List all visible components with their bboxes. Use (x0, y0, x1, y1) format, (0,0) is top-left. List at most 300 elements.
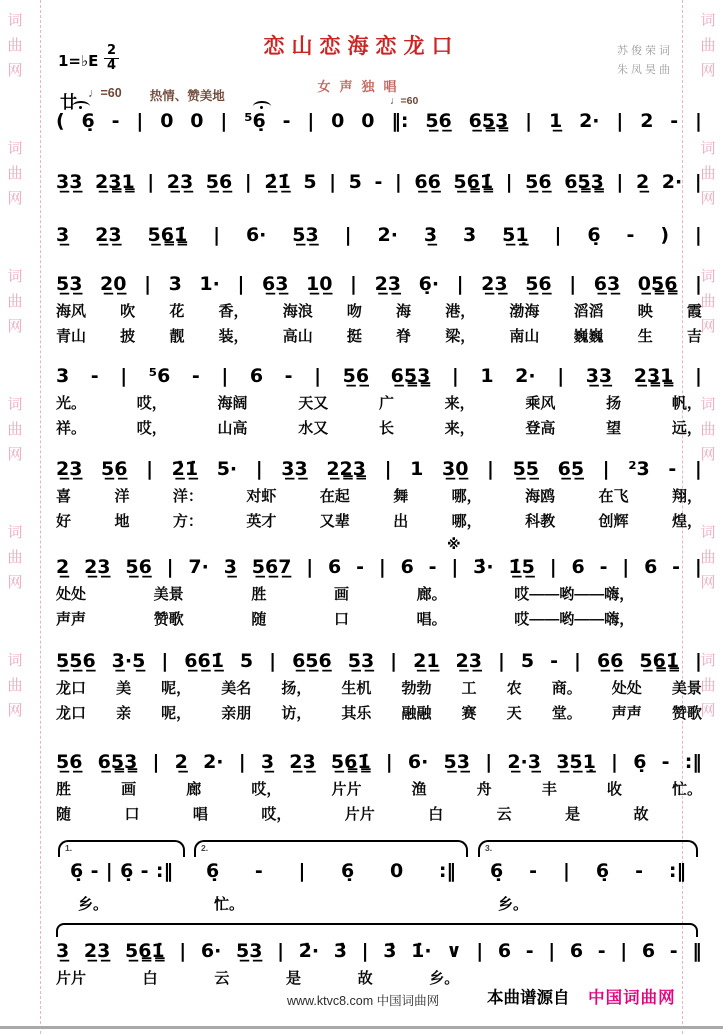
lyric-word: 处处 (56, 586, 87, 603)
notes-row (56, 648, 702, 674)
lyrics-verse-2 (56, 327, 702, 347)
lyric-word: 白 (428, 806, 444, 823)
note-token: 5· (216, 458, 238, 480)
lyric-word: 舟 (476, 781, 492, 798)
note-token: 5̲6̲ (342, 365, 370, 387)
note-token: | (695, 273, 702, 295)
lyric-word: 哎， (261, 806, 292, 823)
note-token: | (307, 110, 315, 132)
note-token: | (166, 556, 174, 578)
note-token: | (238, 751, 246, 773)
note-token: - (140, 860, 149, 882)
note-token: 6· (200, 940, 222, 962)
note-token: ∨ (446, 940, 462, 962)
lyric-word: 片片 (331, 781, 362, 798)
segno-icon: ※ (447, 537, 461, 553)
lyric-word: 好 (56, 513, 72, 530)
lyric-word: 哎， (136, 420, 167, 437)
note-token: | (563, 860, 570, 882)
lyric-word: 工 (461, 680, 477, 697)
lyric-word: 农 (506, 680, 522, 697)
watermark-character: 曲 (7, 37, 23, 54)
tempo-marking: ♩=60 (88, 86, 122, 100)
notes-row (194, 858, 468, 884)
note-token: 1̲̇5̲ (508, 556, 535, 578)
note-token: | (569, 273, 577, 295)
note-token: | (485, 751, 493, 773)
meter-denominator: 4 (107, 58, 117, 74)
note-token: 5̲3̲ (292, 224, 319, 246)
lyrics-verse-2 (56, 512, 702, 532)
note-token: | (622, 556, 630, 578)
lyrics-verse-1 (56, 780, 702, 800)
watermark-character: 词 (700, 652, 716, 669)
lyrics-verse-1 (56, 585, 702, 605)
note-token: - (282, 110, 291, 132)
lyric-word: 口 (124, 806, 140, 823)
watermark-character: 网 (700, 574, 716, 591)
notes-row (56, 271, 702, 297)
note-token: 6 (328, 556, 342, 578)
note-token: 6̲5̳3̳ (97, 751, 138, 773)
note-token: | (244, 171, 252, 193)
lyric-word: 又辈 (319, 513, 350, 530)
watermark-character: 词 (7, 268, 23, 285)
note-token: | (298, 860, 306, 882)
lyric-word: 片片 (344, 806, 375, 823)
source-attribution (487, 984, 676, 1008)
note-token: | (390, 650, 398, 672)
note-token: | (378, 556, 386, 578)
lyric-word: 对虾 (246, 488, 277, 505)
note-token: ) (660, 224, 669, 246)
lyric-word: 其乐 (341, 705, 372, 722)
music-system-8 (56, 648, 702, 724)
note-token: 0 (190, 110, 204, 132)
lyric-word: 英才 (246, 513, 277, 530)
lyric-word: 处处 (611, 680, 642, 697)
lyric-word: 映 (637, 303, 653, 320)
note-token: | (497, 650, 505, 672)
note-token: 5̲6̳1̳̇ (639, 650, 680, 672)
note-token: | (476, 940, 484, 962)
note-token: ⁵6̣ (244, 110, 266, 132)
note-token: - (529, 860, 538, 882)
note-token: 2̲3̳1̳ (633, 365, 674, 387)
watermark-character: 曲 (700, 677, 716, 694)
lyric-word: 赞歌 (671, 705, 702, 722)
note-token: 2· (661, 171, 683, 193)
notes-row (58, 858, 185, 884)
note-token: 3 (168, 273, 182, 295)
lyric-word: 海浪 (282, 303, 313, 320)
ending-box-3 (478, 840, 698, 914)
watermark-character: 曲 (7, 677, 23, 694)
note-token: 2̲̇1̲̇ (264, 171, 291, 193)
note-token: 5̲6̲ (525, 273, 552, 295)
margin-mark: 廿 (60, 93, 77, 112)
note-token: 2̲̇1̲̇ (171, 458, 199, 480)
lyric-word: 乡。 (498, 896, 529, 913)
watermark-character: 网 (7, 190, 23, 207)
note-token: | (616, 110, 624, 132)
lyric-word: 扬 (606, 395, 622, 412)
lyric-word: 吉 (686, 328, 702, 345)
watermark-character: 网 (7, 446, 23, 463)
lyric-word: 哎——哟——嗨， (514, 586, 635, 603)
note-token: ²3 (628, 458, 650, 480)
note-token: 7· (188, 556, 209, 578)
lyric-word: 装， (218, 328, 249, 345)
left-watermark-column (4, 8, 26, 1026)
note-token: 3̇ (383, 940, 397, 962)
lyric-word: 海 (396, 303, 412, 320)
note-token: | (329, 171, 337, 193)
note-token: 5 (239, 650, 254, 672)
lyric-word: 忙。 (214, 896, 245, 913)
note-token: 3̇· (473, 556, 494, 578)
note-token: | (695, 650, 702, 672)
lyric-word: 海阔 (217, 395, 248, 412)
lyric-word: 创辉 (598, 513, 629, 530)
note-token: 2̲3̲ (289, 751, 316, 773)
note-token: 6̣ (595, 860, 610, 882)
note-token: | (147, 171, 155, 193)
note-token: | (179, 940, 187, 962)
music-system-9 (56, 749, 702, 825)
watermark-character: 词 (700, 396, 716, 413)
lyric-word: 故 (357, 970, 373, 987)
lyric-word: 挺 (346, 328, 362, 345)
volta-bracket (58, 840, 185, 857)
note-token: 2̲·3̲ (507, 751, 541, 773)
note-token: 1̇· (411, 940, 432, 962)
note-token: 5 (303, 171, 317, 193)
watermark-character: 网 (7, 318, 23, 335)
notes-row (56, 554, 702, 580)
note-token: 0̲5̳6̳ (637, 273, 678, 295)
note-token: :‖ (668, 860, 686, 882)
lyric-word: 出 (393, 513, 409, 530)
note-token: 1̲0̲ (306, 273, 333, 295)
lyric-word: 美 (116, 680, 132, 697)
watermark-character: 词 (700, 524, 716, 541)
note-token: 6̣ (120, 860, 134, 882)
watermark-character: 词 (700, 12, 716, 29)
lyric-word: 胜 (251, 586, 267, 603)
note-token: - (668, 458, 677, 480)
note-token: - (374, 171, 383, 193)
music-system-10 (56, 938, 702, 989)
lyric-word: 丰 (541, 781, 557, 798)
note-token: 2̲3̲ (84, 556, 111, 578)
lyric-word: 是 (565, 806, 581, 823)
note-token: - (525, 940, 534, 962)
note-token: | (505, 171, 513, 193)
lyric-word: 白 (142, 970, 158, 987)
note-token: 3 (463, 224, 477, 246)
note-token: 6̲5̳3̳ (390, 365, 431, 387)
note-token: | (120, 365, 128, 387)
notes-row (56, 108, 702, 134)
note-token: 5̲5̲6̲ (56, 650, 96, 672)
lyric-word: 滔滔 (573, 303, 604, 320)
note-token: | (105, 860, 113, 882)
lyric-word: 洋： (172, 488, 203, 505)
note-token: 2̲ (174, 751, 188, 773)
note-token: 5̲1̣̲ (502, 224, 529, 246)
lyric-word: 长 (378, 420, 394, 437)
note-token: 5̲6̲ (525, 171, 552, 193)
notes-row (56, 456, 702, 482)
note-token: 5̲6̳1̳̇ (124, 940, 165, 962)
volta-label: 1. (65, 843, 73, 853)
note-token: 6· (407, 751, 429, 773)
note-token: | (221, 365, 229, 387)
note-token: - (90, 365, 99, 387)
lyric-word: 商。 (551, 680, 582, 697)
music-system-7 (56, 554, 702, 630)
lyric-word: 唱。 (416, 611, 447, 628)
key-signature: 1=♭E (58, 52, 99, 70)
watermark-character: 网 (700, 446, 716, 463)
lyric-word: 哪， (451, 488, 482, 505)
watermark-character: 网 (700, 190, 716, 207)
ending-box-1 (58, 840, 185, 914)
watermark-character: 网 (7, 574, 23, 591)
watermark-character: 网 (700, 62, 716, 79)
notes-row (56, 938, 702, 964)
note-token: | (548, 940, 556, 962)
lyric-word: 霞 (686, 303, 702, 320)
lyric-word: 廊。 (416, 586, 447, 603)
lyric-word: 生 (637, 328, 653, 345)
note-token: 0 (361, 110, 375, 132)
note-token: 6̲5̳3̳ (564, 171, 604, 193)
notes-row (478, 858, 698, 884)
watermark-character: 曲 (7, 293, 23, 310)
note-token: 6̣· (418, 273, 440, 295)
lyric-word: 乘风 (525, 395, 556, 412)
lyrics-verse-1 (56, 302, 702, 322)
lyric-word: 来， (444, 395, 475, 412)
lyric-word: 花 (169, 303, 185, 320)
lyric-word: 忙。 (671, 781, 702, 798)
lyric-word: 祥。 (56, 420, 87, 437)
note-token: 2̇· (298, 940, 320, 962)
note-token: 6 (497, 940, 512, 962)
lyric-word: 哎， (251, 781, 282, 798)
note-token: 5̲3̲ (347, 650, 375, 672)
volta-label: 2. (201, 843, 209, 853)
note-token: 6 (400, 556, 414, 578)
note-token: 6 (249, 365, 264, 387)
note-token: 5̲3̲ (56, 273, 83, 295)
note-token: | (237, 273, 245, 295)
note-token: ( (56, 110, 65, 132)
note-token: 6̲5̲ (557, 458, 585, 480)
note-token: | (694, 365, 702, 387)
lyric-word: 香， (218, 303, 249, 320)
lyric-word: 乡。 (429, 970, 460, 987)
note-token: 6̣ (70, 860, 84, 882)
note-token: | (314, 365, 322, 387)
lyric-word: 方： (172, 513, 203, 530)
note-token: | (574, 650, 581, 672)
note-token: ‖ (692, 940, 702, 962)
lyric-word: 翔， (671, 488, 702, 505)
note-token: 6̲6̲1̲̇ (184, 650, 224, 672)
note-token: 5̲6̳1̳̇ (147, 224, 188, 246)
notes-row (56, 363, 702, 389)
volta-bracket (478, 840, 698, 857)
note-token: | (602, 458, 610, 480)
note-token: 2 (640, 110, 654, 132)
note-token: 1 (480, 365, 494, 387)
note-token: 5̲6̲ (125, 556, 152, 578)
lyric-word: 美名 (221, 680, 252, 697)
note-token: | (394, 171, 402, 193)
lyric-word: 声声 (611, 705, 642, 722)
lyric-word: 吻 (346, 303, 362, 320)
note-token: 6̣ (206, 860, 220, 882)
lyric-word: 赛 (461, 705, 477, 722)
note-token: 2̲3̲ (374, 273, 402, 295)
notes-row (56, 222, 702, 248)
note-token: 2̲2̳3̳ (326, 458, 366, 480)
note-token: | (611, 751, 618, 773)
note-token: 3̲0̲ (441, 458, 469, 480)
note-token: | (306, 556, 314, 578)
note-token: - (284, 365, 293, 387)
volta-bracket (194, 840, 468, 857)
lyric-word: 呢， (161, 705, 192, 722)
note-token: 6 (571, 556, 585, 578)
note-token: - (356, 556, 364, 578)
expression-marking: 热情、赞美地 (149, 89, 225, 103)
note-token: | (554, 224, 562, 246)
watermark-character: 网 (7, 62, 23, 79)
lyric-word: 舞 (393, 488, 409, 505)
watermark-character: 词 (700, 140, 716, 157)
ending-boxes-row (56, 840, 702, 913)
note-token: 3̲5̲1̣̲ (556, 751, 596, 773)
lyric-word: 云 (496, 806, 512, 823)
note-token: 1̲ (548, 110, 563, 132)
watermark-character: 词 (7, 396, 23, 413)
lyric-word: 脊 (396, 328, 412, 345)
note-token: | (144, 273, 152, 295)
note-token: | (694, 224, 702, 246)
lyric-word: 扬， (281, 680, 312, 697)
note-token: | (152, 751, 160, 773)
lyric-word: 哎， (136, 395, 167, 412)
lyrics-verse-2 (56, 805, 702, 825)
lyrics-verse-1 (56, 487, 702, 507)
song-title: 恋山恋海恋龙口 (263, 35, 460, 58)
note-token: 0 (331, 110, 345, 132)
note-token: 3̲ (56, 224, 70, 246)
lyric-word: 龙口 (56, 705, 87, 722)
note-token: 3 (56, 365, 70, 387)
note-token: 3̲ (260, 751, 275, 773)
note-token: - (670, 110, 679, 132)
lyric-word: 科教 (525, 513, 556, 530)
note-token: 5̲3̲ (443, 751, 470, 773)
lyric-word: 煌， (671, 513, 702, 530)
lyric-word: 访， (281, 705, 312, 722)
note-token: | (694, 171, 702, 193)
lyric-word: 哪， (451, 513, 482, 530)
note-token: 5̲5̲ (512, 458, 540, 480)
note-token: 2· (515, 365, 536, 387)
note-token: - (635, 860, 643, 882)
music-system-1 (56, 108, 702, 134)
lyric-word: 南山 (509, 328, 540, 345)
lyric-word: 高山 (282, 328, 313, 345)
bottom-border-line (0, 1026, 723, 1029)
left-dashed-border (40, 0, 41, 1034)
watermark-character: 曲 (7, 549, 23, 566)
note-token: - (597, 940, 606, 962)
watermark-character: 曲 (7, 165, 23, 182)
lyric-word: 故 (633, 806, 649, 823)
author-credits (617, 42, 673, 79)
lyric-word: 勃勃 (401, 680, 432, 697)
note-token: 6̲6̲ (596, 650, 624, 672)
volta-label: 3. (485, 843, 493, 853)
watermark-character: 词 (7, 140, 23, 157)
watermark-character: 词 (700, 268, 716, 285)
note-token: 2̲3̲ (166, 171, 194, 193)
note-token: - (599, 556, 608, 578)
lyric-word: 融融 (401, 705, 432, 722)
note-token: 2̲3̳1̳ (95, 171, 135, 193)
note-token: 6̲3̲ (261, 273, 289, 295)
watermark-character: 词 (7, 12, 23, 29)
music-system-6 (56, 456, 702, 532)
watermark-character: 词 (7, 524, 23, 541)
lyric-word: 披 (120, 328, 136, 345)
meter-numerator: 2 (104, 44, 119, 59)
note-token: 2̲3̲ (481, 273, 508, 295)
lyrics-verse-2 (56, 610, 702, 630)
lyrics-verse-2 (56, 969, 516, 989)
watermark-character: 曲 (700, 37, 716, 54)
lyric-word: 广 (378, 395, 394, 412)
performance-type: 女声独唱 (317, 79, 406, 94)
credit-line: 苏俊荣词 (617, 45, 673, 57)
note-token: 5 (348, 171, 362, 193)
note-token: 2̲3̲ (83, 940, 111, 962)
note-token: 3̲ (56, 940, 70, 962)
note-token: 6 (644, 556, 658, 578)
lyric-word: 随 (56, 806, 72, 823)
note-token: 3̲3̲ (281, 458, 308, 480)
note-token: :‖ (438, 860, 456, 882)
website-watermark: www.ktvc8.com 中国词曲网 (287, 994, 440, 1008)
watermark-character: 网 (7, 702, 23, 719)
lyric-word: 望 (606, 420, 622, 437)
lyric-word: 光。 (56, 395, 87, 412)
lyrics-verse-1 (56, 394, 702, 414)
note-token: 2̲0̲ (100, 273, 127, 295)
note-token: 6 (569, 940, 584, 962)
note-token: 3̲ (423, 224, 438, 246)
note-token: 6̲5̲6̲ (292, 650, 332, 672)
note-token: 0 (160, 110, 174, 132)
lyric-word: 水又 (298, 420, 329, 437)
